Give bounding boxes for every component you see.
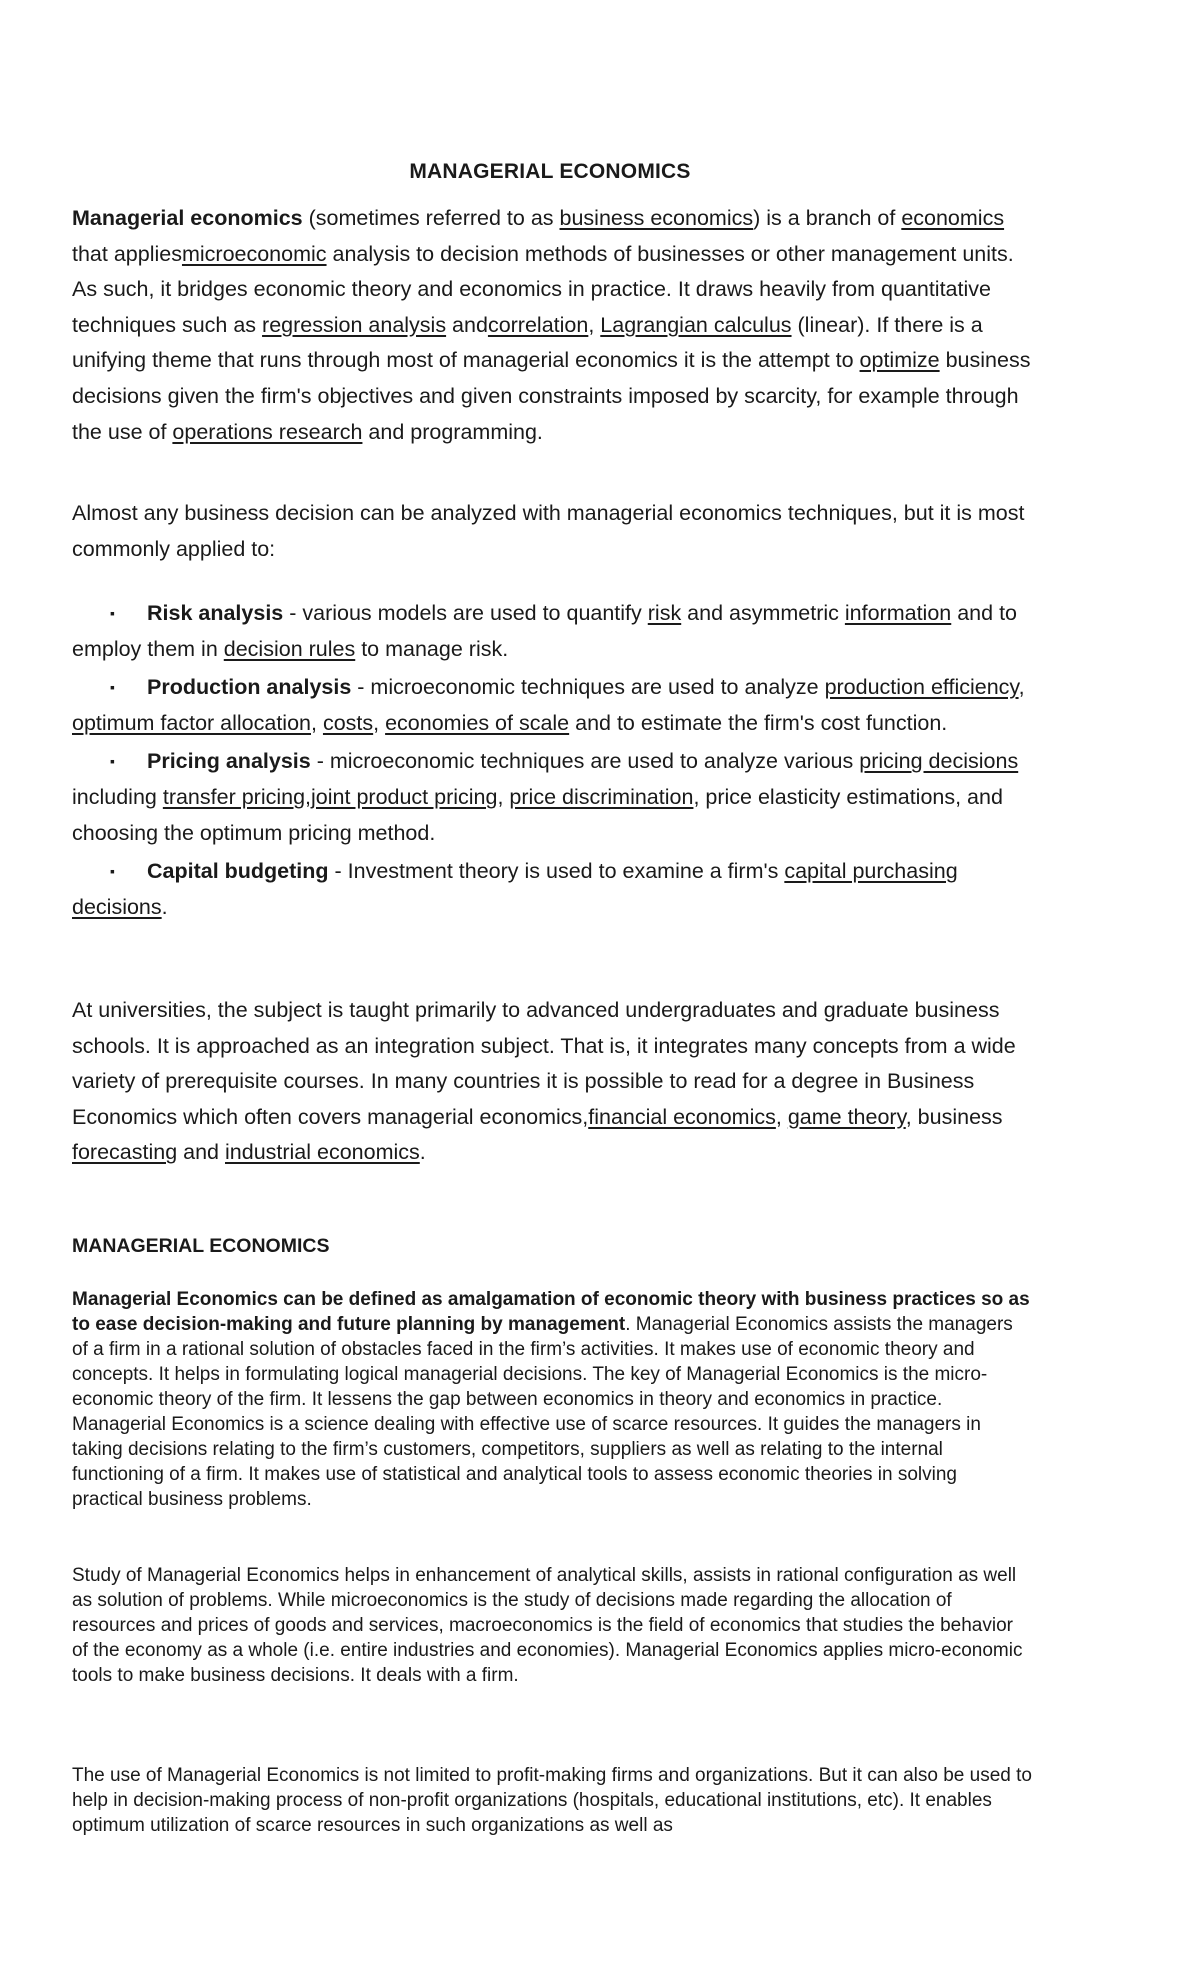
intro-paragraph: Managerial economics (sometimes referred to as business economics) is a branch of economics that appliesmicroeconomic analysis to decision methods of businesses or other management units. As such, it bridges economic theory and economics in practice. It draws heavily from quantitative techniques such as regression analysis andcorrelation, Lagrangian calculus (linear). If there is a unifying theme that runs through most of managerial economics it is the attempt to optimize business decisions given the firm's objectives and given constraints imposed by scarcity, for example through the use of operations research and programming. [72,206,1031,444]
definition-bold-text: Managerial Economics can be defined as amalgamation of economic theory with business practices so as to ease decision-making and future planning by management [72,1289,1030,1335]
link-financial-economics[interactable]: financial economics [588,1104,776,1129]
link-joint-product-pricing[interactable]: joint product pricing [311,784,498,809]
link-optimize[interactable]: optimize [859,348,940,373]
link-price-discrimination[interactable]: price discrimination [509,784,694,809]
link-transfer-pricing[interactable]: transfer pricing [162,784,306,809]
link-risk[interactable]: risk [647,601,682,625]
applications-list [72,596,1032,925]
link-capital-purchasing-decisions[interactable]: capital purchasing decisions [72,859,958,919]
applications-intro-paragraph: Almost any business decision can be analyzed with managerial economics techniques, but it is most commonly applied to: [72,501,1025,561]
link-business-economics[interactable]: business economics [559,206,754,230]
link-optimum-factor-allocation[interactable]: optimum factor allocation [72,710,311,735]
bullet-marker: ▪ [110,753,115,770]
bold-term: Managerial economics [72,206,303,230]
link-costs[interactable]: costs [322,710,374,735]
use-paragraph: The use of Managerial Economics is not limited to profit-making firms and organizations. But it can also be used to help in decision-making process of non-profit organizations (hospitals, educational institutions, etc). It enables optimum utilization of scarce resources in such organizations as well as [72,1765,1032,1836]
list-item-production-analysis: ▪ Production analysis - microeconomic techniques are used to analyze production efficiency, optimum factor allocation, costs, economies of scale and to estimate the firm's cost function. [72,670,1032,741]
page-title: MANAGERIAL ECONOMICS [409,160,691,183]
bullet-marker: ▪ [110,605,115,621]
link-lagrangian-calculus[interactable]: Lagrangian calculus [600,312,792,337]
link-microeconomic[interactable]: microeconomic [181,241,327,266]
bullet-marker: ▪ [110,863,115,880]
link-economies-of-scale[interactable]: economies of scale [385,710,570,735]
link-game-theory[interactable]: game theory [787,1104,906,1129]
link-operations-research[interactable]: operations research [172,419,363,444]
bullet-marker: ▪ [110,679,115,696]
universities-paragraph: At universities, the subject is taught primarily to advanced undergraduates and graduate business schools. It is approached as an integration subject. That is, it integrates many concepts from a wide variety of prerequisite courses. In many countries it is possible to read for a degree in Business Economics which often covers managerial economics,financial economics, game theory, business forecasting and industrial economics. [72,998,1016,1165]
link-information[interactable]: information [844,601,952,625]
link-forecasting[interactable]: forecasting [72,1140,178,1165]
link-correlation[interactable]: correlation [487,312,589,337]
link-decision-rules[interactable]: decision rules [223,636,356,661]
link-economics[interactable]: economics [901,206,1005,230]
link-pricing-decisions[interactable]: pricing decisions [859,749,1019,774]
section-heading: MANAGERIAL ECONOMICS [72,1235,330,1257]
definition-paragraph: Managerial Economics can be defined as amalgamation of economic theory with business practices so as to ease decision-making and future planning by management. Managerial Economics assists the managers of a firm in a rational solution of obstacles faced in the firm’s activities. It makes use of economic theory and concepts. It helps in formulating logical managerial decisions. The key of Managerial Economics is the micro-economic theory of the firm. It lessens the gap between economics in theory and economics in practice. Managerial Economics is a science dealing with effective use of scarce resources. It guides the managers in taking decisions relating to the firm’s customers, competitors, suppliers as well as relating to the internal functioning of a firm. It makes use of statistical and analytical tools to assess economic theories in solving practical business problems. [72,1289,1030,1510]
study-paragraph: Study of Managerial Economics helps in enhancement of analytical skills, assists in rational configuration as well as solution of problems. While microeconomics is the study of decisions made regarding the allocation of resources and prices of goods and services, macroeconomics is the field of economics that studies the behavior of the economy as a whole (i.e. entire industries and economies). Managerial Economics applies micro-economic tools to make business decisions. It deals with a firm. [72,1565,1023,1686]
list-item-pricing-analysis: ▪ Pricing analysis - microeconomic techniques are used to analyze various pricing decisions including transfer pricing,joint product pricing, price discrimination, price elasticity estimations, and choosing the optimum pricing method. [72,744,1032,851]
list-item-capital-budgeting: ▪ Capital budgeting - Investment theory is used to examine a firm's capital purchasing decisions. [72,854,1032,925]
link-regression-analysis[interactable]: regression analysis [262,312,447,337]
link-industrial-economics[interactable]: industrial economics [225,1140,420,1165]
list-item-risk-analysis: ▪ Risk analysis - various models are used to quantify risk and asymmetric information and to employ them in decision rules to manage risk. [72,596,1032,667]
link-production-efficiency[interactable]: production efficiency [824,675,1019,700]
